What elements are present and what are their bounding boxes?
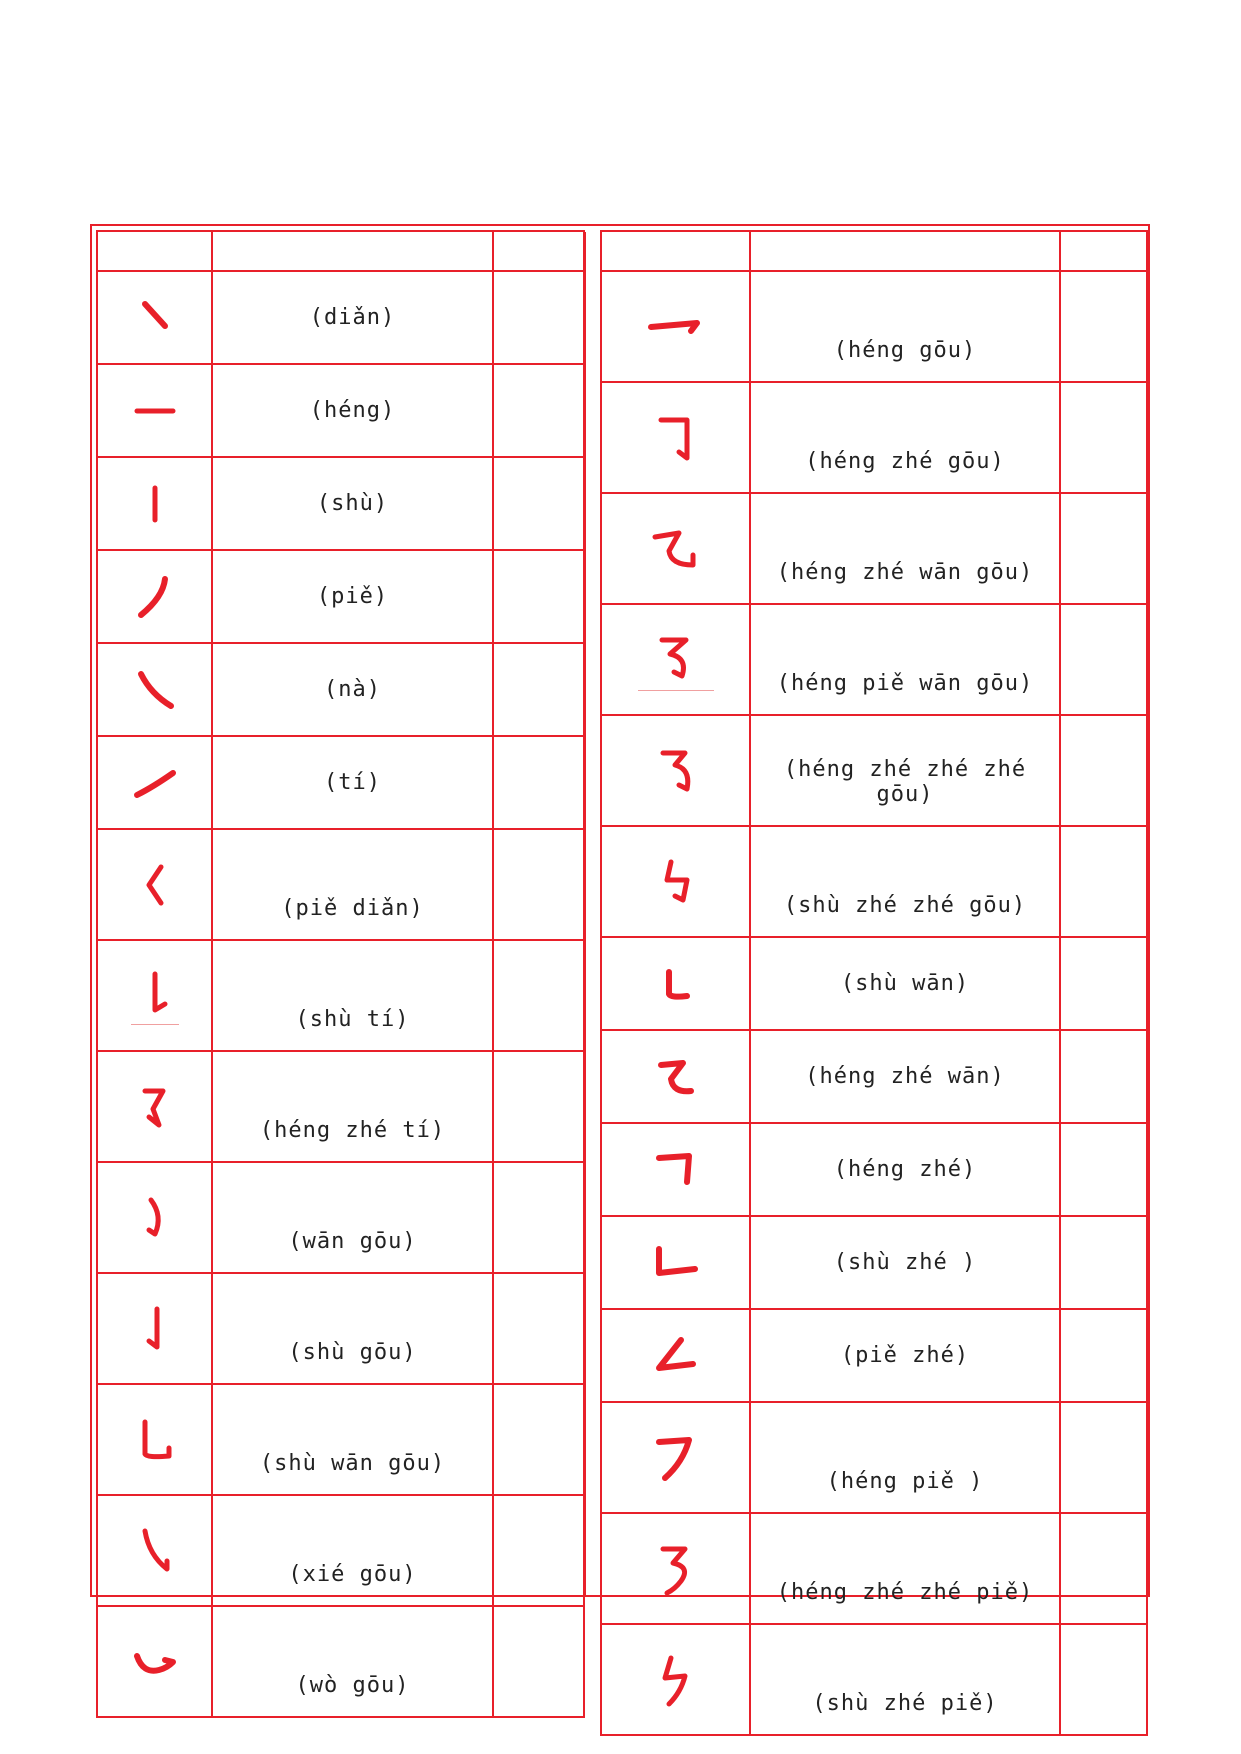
pinyin-label: (shù gōu) bbox=[212, 1273, 493, 1384]
pinyin-label: (piě zhé) bbox=[750, 1309, 1060, 1402]
heng-pie-wan-gou-stroke-icon bbox=[601, 604, 750, 715]
practice-cell[interactable] bbox=[493, 736, 584, 829]
practice-cell[interactable] bbox=[1060, 382, 1147, 493]
practice-cell[interactable] bbox=[493, 829, 584, 940]
table-row bbox=[601, 937, 1147, 1030]
pinyin-label: (shù zhé piě) bbox=[750, 1624, 1060, 1735]
practice-cell[interactable] bbox=[1060, 604, 1147, 715]
pinyin-label: (héng gōu) bbox=[750, 271, 1060, 382]
header-cell-practice bbox=[493, 231, 584, 271]
pinyin-label: (wān gōu) bbox=[212, 1162, 493, 1273]
practice-cell[interactable] bbox=[1060, 1309, 1147, 1402]
na-stroke-icon bbox=[97, 643, 212, 736]
pinyin-label: (héng zhé zhé zhé gōu) bbox=[750, 715, 1060, 826]
table-row bbox=[97, 1606, 584, 1717]
practice-cell[interactable] bbox=[1060, 1624, 1147, 1735]
table-row bbox=[97, 1495, 584, 1606]
practice-cell[interactable] bbox=[493, 364, 584, 457]
practice-cell[interactable] bbox=[493, 1273, 584, 1384]
pie-dian-stroke-icon bbox=[97, 829, 212, 940]
header-cell-practice bbox=[1060, 231, 1147, 271]
shu-gou-stroke-icon bbox=[97, 1273, 212, 1384]
table-row bbox=[601, 1513, 1147, 1624]
pinyin-label: (shù zhé ) bbox=[750, 1216, 1060, 1309]
practice-cell[interactable] bbox=[493, 1384, 584, 1495]
shu-ti-stroke-icon bbox=[97, 940, 212, 1051]
heng-zhe-zhe-pie-stroke-icon bbox=[601, 1513, 750, 1624]
wan-gou-stroke-icon bbox=[97, 1162, 212, 1273]
table-row bbox=[601, 1402, 1147, 1513]
stroke-table bbox=[90, 224, 1150, 1716]
table-row bbox=[97, 1273, 584, 1384]
pinyin-label: (héng piě ) bbox=[750, 1402, 1060, 1513]
table-row bbox=[97, 271, 584, 364]
heng-zhe-stroke-icon bbox=[601, 1123, 750, 1216]
table-row bbox=[97, 457, 584, 550]
header-cell-name bbox=[750, 231, 1060, 271]
left-table bbox=[96, 230, 583, 1698]
pinyin-label: (héng zhé) bbox=[750, 1123, 1060, 1216]
practice-cell[interactable] bbox=[1060, 1030, 1147, 1123]
table-row bbox=[601, 1030, 1147, 1123]
pinyin-label: (xié gōu) bbox=[212, 1495, 493, 1606]
shu-zhe-zhe-gou-stroke-icon bbox=[601, 826, 750, 937]
table-row bbox=[97, 364, 584, 457]
table-row bbox=[601, 493, 1147, 604]
pinyin-label: (shù wān) bbox=[750, 937, 1060, 1030]
practice-cell[interactable] bbox=[493, 1495, 584, 1606]
practice-cell[interactable] bbox=[1060, 493, 1147, 604]
practice-cell[interactable] bbox=[493, 643, 584, 736]
pinyin-label: (diǎn) bbox=[212, 271, 493, 364]
right-table bbox=[600, 230, 1146, 1716]
shu-stroke-icon bbox=[97, 457, 212, 550]
shu-wan-gou-stroke-icon bbox=[97, 1384, 212, 1495]
pinyin-label: (héng zhé wān) bbox=[750, 1030, 1060, 1123]
table-row bbox=[601, 271, 1147, 382]
table-row bbox=[601, 382, 1147, 493]
practice-cell[interactable] bbox=[1060, 1123, 1147, 1216]
pinyin-label: (héng zhé gōu) bbox=[750, 382, 1060, 493]
table-row bbox=[97, 1051, 584, 1162]
pinyin-label: (héng zhé wān gōu) bbox=[750, 493, 1060, 604]
heng-stroke-icon bbox=[97, 364, 212, 457]
practice-cell[interactable] bbox=[1060, 937, 1147, 1030]
heng-zhe-zhe-zhe-gou-stroke-icon bbox=[601, 715, 750, 826]
shu-wan-stroke-icon bbox=[601, 937, 750, 1030]
pinyin-label: (wò gōu) bbox=[212, 1606, 493, 1717]
practice-cell[interactable] bbox=[493, 1606, 584, 1717]
table-row bbox=[601, 715, 1147, 826]
practice-cell[interactable] bbox=[1060, 1513, 1147, 1624]
header-row bbox=[601, 231, 1147, 271]
practice-cell[interactable] bbox=[493, 1162, 584, 1273]
table-row bbox=[97, 940, 584, 1051]
shu-zhe-pie-stroke-icon bbox=[601, 1624, 750, 1735]
practice-cell[interactable] bbox=[493, 940, 584, 1051]
table-row bbox=[97, 1384, 584, 1495]
pie-zhe-stroke-icon bbox=[601, 1309, 750, 1402]
shu-zhe-stroke-icon bbox=[601, 1216, 750, 1309]
pinyin-label: (tí) bbox=[212, 736, 493, 829]
pinyin-label: (shù) bbox=[212, 457, 493, 550]
baseline-mark bbox=[131, 1024, 179, 1025]
ti-stroke-icon bbox=[97, 736, 212, 829]
pinyin-label: (héng) bbox=[212, 364, 493, 457]
pinyin-label: (héng zhé tí) bbox=[212, 1051, 493, 1162]
practice-cell[interactable] bbox=[493, 1051, 584, 1162]
header-cell-stroke bbox=[601, 231, 750, 271]
header-row bbox=[97, 231, 584, 271]
practice-cell[interactable] bbox=[493, 271, 584, 364]
heng-pie-stroke-icon bbox=[601, 1402, 750, 1513]
heng-zhe-wan-stroke-icon bbox=[601, 1030, 750, 1123]
table-row bbox=[97, 1162, 584, 1273]
pie-stroke-icon bbox=[97, 550, 212, 643]
pinyin-label: (shù wān gōu) bbox=[212, 1384, 493, 1495]
table-row bbox=[601, 1216, 1147, 1309]
practice-cell[interactable] bbox=[1060, 1216, 1147, 1309]
table-row bbox=[601, 1624, 1147, 1735]
pinyin-label: (nà) bbox=[212, 643, 493, 736]
xie-gou-stroke-icon bbox=[97, 1495, 212, 1606]
pinyin-label: (shù zhé zhé gōu) bbox=[750, 826, 1060, 937]
header-cell-stroke bbox=[97, 231, 212, 271]
table-row bbox=[97, 736, 584, 829]
wo-gou-stroke-icon bbox=[97, 1606, 212, 1717]
pinyin-label: (piě) bbox=[212, 550, 493, 643]
heng-zhe-gou-stroke-icon bbox=[601, 382, 750, 493]
table-row bbox=[601, 826, 1147, 937]
pinyin-label: (héng piě wān gōu) bbox=[750, 604, 1060, 715]
table-row bbox=[601, 1123, 1147, 1216]
heng-zhe-wan-gou-stroke-icon bbox=[601, 493, 750, 604]
pinyin-label: (shù tí) bbox=[212, 940, 493, 1051]
dian-stroke-icon bbox=[97, 271, 212, 364]
heng-zhe-ti-stroke-icon bbox=[97, 1051, 212, 1162]
table-row bbox=[97, 829, 584, 940]
practice-cell[interactable] bbox=[493, 457, 584, 550]
heng-gou-stroke-icon bbox=[601, 271, 750, 382]
table-row bbox=[97, 550, 584, 643]
practice-cell[interactable] bbox=[1060, 1402, 1147, 1513]
practice-cell[interactable] bbox=[1060, 826, 1147, 937]
table-row bbox=[601, 1309, 1147, 1402]
pinyin-label: (piě diǎn) bbox=[212, 829, 493, 940]
practice-cell[interactable] bbox=[1060, 715, 1147, 826]
baseline-mark bbox=[638, 690, 714, 691]
table-row bbox=[601, 604, 1147, 715]
practice-cell[interactable] bbox=[1060, 271, 1147, 382]
pinyin-label: (héng zhé zhé piě) bbox=[750, 1513, 1060, 1624]
header-cell-name bbox=[212, 231, 493, 271]
table-row bbox=[97, 643, 584, 736]
practice-cell[interactable] bbox=[493, 550, 584, 643]
